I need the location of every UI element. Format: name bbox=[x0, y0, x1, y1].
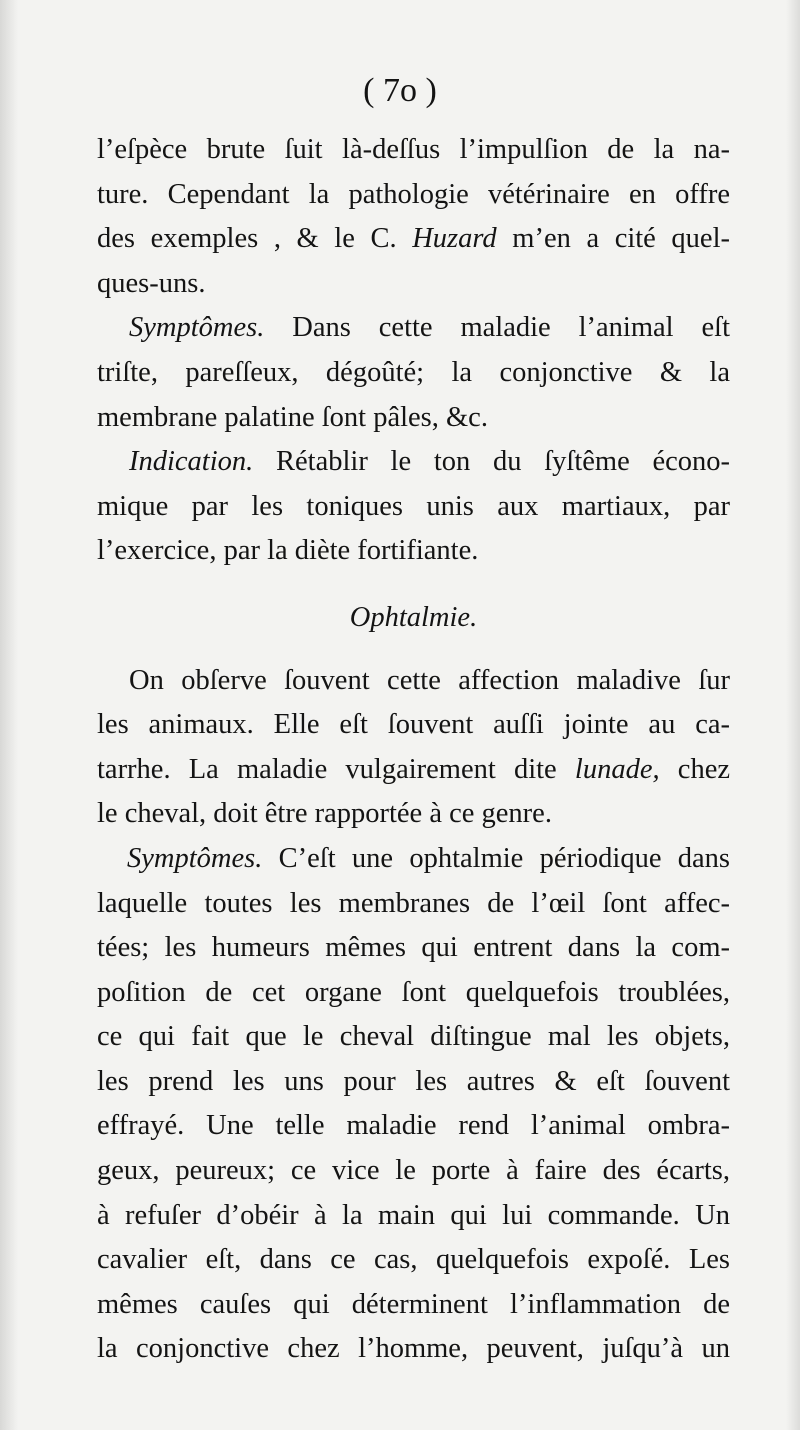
text-line: On obſerve ſouvent cette affection maladive ſur bbox=[129, 664, 730, 696]
page-edge-right bbox=[786, 0, 800, 1430]
section-title: Ophtalmie. bbox=[349, 601, 478, 633]
text-line bbox=[97, 837, 730, 882]
text-line: à refuſer d’obéir à la main qui lui commande. Un bbox=[97, 1199, 730, 1231]
term-lunade: lunade, bbox=[574, 753, 660, 785]
text-line: la conjonctive chez l’homme, peuvent, juſqu’à un bbox=[97, 1333, 730, 1365]
subheading-indication: Indication. bbox=[129, 446, 254, 478]
page-number: ( 7o ) bbox=[363, 72, 437, 109]
text-line bbox=[97, 748, 730, 793]
text-line: mêmes cauſes qui déterminent l’inflammation de bbox=[97, 1288, 730, 1320]
text-run: des exemples , & le C. bbox=[97, 223, 413, 255]
text-line: l’eſpèce brute ſuit là-deſſus l’impulſion de la na- bbox=[97, 134, 730, 165]
text-line: ture. Cependant la pathologie vétérinaire en offre bbox=[97, 178, 730, 210]
text-line: poſition de cet organe ſont quelquefois troublées, bbox=[97, 976, 730, 1008]
author-name: Huzard bbox=[412, 223, 497, 255]
text-line: le cheval, doit être rapportée à ce genre. bbox=[97, 798, 552, 830]
body-text bbox=[97, 128, 730, 1372]
text-run: Dans cette maladie l’animal eſt bbox=[264, 312, 730, 344]
text-line bbox=[97, 217, 730, 262]
text-line: ques-uns. bbox=[97, 267, 206, 299]
text-line: tées; les humeurs mêmes qui entrent dans la com- bbox=[97, 932, 730, 964]
text-line: membrane palatine ſont pâles, &c. bbox=[97, 401, 488, 433]
text-line: les animaux. Elle eſt ſouvent auſſi jointe au ca- bbox=[97, 709, 730, 741]
text-line: triſte, pareſſeux, dégoûté; la conjonctive & la bbox=[97, 356, 730, 388]
text-line: les prend les uns pour les autres & eſt ſouvent bbox=[97, 1065, 730, 1097]
text-run: Rétablir le ton du ſyſtême écono- bbox=[253, 446, 730, 478]
text-line: mique par les toniques unis aux martiaux, par bbox=[97, 490, 730, 522]
text-line: ce qui fait que le cheval diſtingue mal les objets, bbox=[97, 1021, 730, 1053]
text-line: effrayé. Une telle maladie rend l’animal ombra- bbox=[97, 1110, 730, 1142]
page-edge-left bbox=[0, 0, 18, 1430]
text-line: laquelle toutes les membranes de l’œil ſont affec- bbox=[97, 887, 730, 919]
text-line: geux, peureux; ce vice le porte à faire des écarts, bbox=[97, 1155, 730, 1187]
text-line bbox=[97, 440, 730, 485]
text-line: l’exercice, par la diète fortifiante. bbox=[97, 535, 479, 567]
text-run: tarrhe. La maladie vulgairement dite bbox=[97, 753, 575, 785]
text-run: m’en a cité quel- bbox=[496, 223, 730, 255]
text-run: C’eſt une ophtalmie périodique dans bbox=[262, 842, 730, 874]
text-run: chez bbox=[659, 753, 731, 785]
subheading-symptomes: Symptômes. bbox=[127, 842, 263, 874]
text-line: cavalier eſt, dans ce cas, quelquefois expoſé. Les bbox=[97, 1244, 730, 1276]
text-line bbox=[97, 306, 730, 351]
subheading-symptomes: Symptômes. bbox=[129, 312, 265, 344]
